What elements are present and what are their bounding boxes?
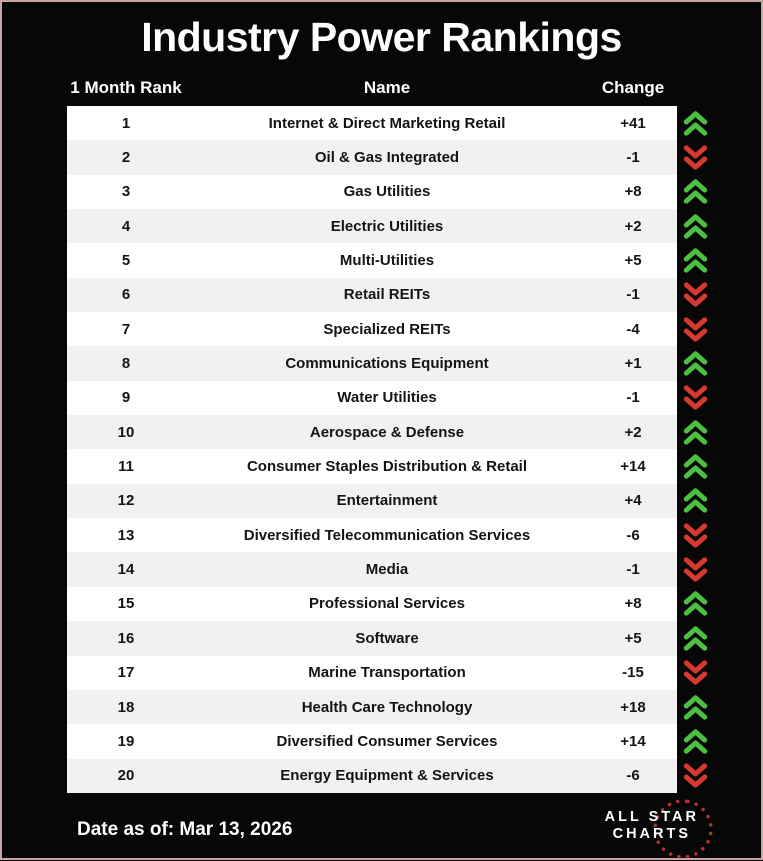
change-direction-indicator bbox=[677, 690, 713, 724]
rank-cell: 1 bbox=[121, 114, 131, 132]
page-title: Industry Power Rankings bbox=[141, 14, 622, 60]
change-cell: +14 bbox=[620, 458, 646, 476]
table-row-band bbox=[67, 346, 677, 380]
logo-text bbox=[605, 809, 699, 843]
rank-cell: 14 bbox=[117, 561, 135, 579]
table-row-band bbox=[67, 415, 677, 449]
change-direction-indicator bbox=[677, 518, 713, 552]
change-direction-indicator bbox=[677, 759, 713, 793]
logo-line-2: CHARTS bbox=[612, 825, 692, 842]
name-cell: Media bbox=[365, 561, 409, 579]
rank-cell: 6 bbox=[121, 286, 131, 304]
rank-cell: 17 bbox=[117, 664, 135, 682]
up-chevron-icon bbox=[682, 212, 709, 241]
change-direction-indicator bbox=[677, 278, 713, 312]
change-direction-indicator bbox=[677, 140, 713, 174]
down-chevron-icon bbox=[682, 315, 709, 344]
rank-cell: 11 bbox=[118, 458, 134, 476]
name-cell: Entertainment bbox=[336, 492, 438, 510]
table-row bbox=[67, 724, 761, 758]
table-row-band bbox=[67, 484, 677, 518]
change-cell: -1 bbox=[626, 149, 640, 167]
table-row-band bbox=[67, 621, 677, 655]
footer bbox=[2, 802, 761, 858]
up-chevron-icon bbox=[682, 109, 709, 138]
table-row-band bbox=[67, 759, 677, 793]
change-direction-indicator bbox=[677, 621, 713, 655]
up-chevron-icon bbox=[682, 589, 709, 618]
change-cell: +4 bbox=[624, 492, 642, 510]
change-direction-indicator bbox=[677, 175, 713, 209]
table-row bbox=[67, 621, 761, 655]
table-row-band bbox=[67, 724, 677, 758]
change-cell: -1 bbox=[626, 286, 640, 304]
column-header-change: Change bbox=[601, 78, 665, 97]
change-cell: +2 bbox=[624, 423, 642, 441]
name-cell: Oil & Gas Integrated bbox=[314, 149, 460, 167]
table-row-band bbox=[67, 175, 677, 209]
rank-cell: 7 bbox=[121, 320, 131, 338]
table-row bbox=[67, 415, 761, 449]
name-cell: Energy Equipment & Services bbox=[280, 767, 494, 785]
rank-cell: 20 bbox=[117, 767, 135, 785]
up-chevron-icon bbox=[682, 727, 709, 756]
change-cell: +41 bbox=[620, 114, 646, 132]
rank-cell: 4 bbox=[121, 217, 131, 235]
table-row bbox=[67, 175, 761, 209]
down-chevron-icon bbox=[682, 280, 709, 309]
rank-cell: 16 bbox=[117, 629, 135, 647]
name-cell: Multi-Utilities bbox=[339, 252, 435, 270]
change-direction-indicator bbox=[677, 552, 713, 586]
table-row bbox=[67, 243, 761, 277]
table-row-band bbox=[67, 587, 677, 621]
table-row-band bbox=[67, 518, 677, 552]
table-row bbox=[67, 690, 761, 724]
table-row bbox=[67, 209, 761, 243]
name-cell: Diversified Telecommunication Services bbox=[243, 526, 531, 544]
table-row bbox=[67, 518, 761, 552]
column-header-name: Name bbox=[363, 78, 411, 97]
up-chevron-icon bbox=[682, 418, 709, 447]
allstarcharts-logo bbox=[573, 800, 703, 860]
table-row-band bbox=[67, 209, 677, 243]
name-cell: Diversified Consumer Services bbox=[276, 732, 498, 750]
name-cell: Professional Services bbox=[309, 595, 465, 613]
table-row bbox=[67, 278, 761, 312]
table-row-band bbox=[67, 278, 677, 312]
change-direction-indicator bbox=[677, 449, 713, 483]
name-cell: Electric Utilities bbox=[330, 217, 444, 235]
table-row-band bbox=[67, 552, 677, 586]
rank-cell: 2 bbox=[121, 149, 131, 167]
name-cell: Marine Transportation bbox=[308, 664, 466, 682]
up-chevron-icon bbox=[682, 693, 709, 722]
logo-line-1: ALL STAR bbox=[604, 808, 699, 825]
name-cell: Communications Equipment bbox=[285, 355, 489, 373]
table-row bbox=[67, 106, 761, 140]
table-row-band bbox=[67, 106, 677, 140]
down-chevron-icon bbox=[682, 658, 709, 687]
change-direction-indicator bbox=[677, 243, 713, 277]
table-row bbox=[67, 484, 761, 518]
name-cell: Specialized REITs bbox=[323, 320, 451, 338]
change-direction-indicator bbox=[677, 346, 713, 380]
name-cell: Gas Utilities bbox=[343, 183, 431, 201]
table-row bbox=[67, 312, 761, 346]
table-row bbox=[67, 587, 761, 621]
change-cell: +8 bbox=[624, 183, 642, 201]
table-row bbox=[67, 552, 761, 586]
rank-cell: 18 bbox=[117, 698, 135, 716]
rank-cell: 12 bbox=[117, 492, 135, 510]
change-cell: +5 bbox=[624, 629, 642, 647]
down-chevron-icon bbox=[682, 143, 709, 172]
table-row-band bbox=[67, 656, 677, 690]
table-row bbox=[67, 656, 761, 690]
table-row bbox=[67, 381, 761, 415]
change-cell: -4 bbox=[626, 320, 640, 338]
column-header-rank: 1 Month Rank bbox=[70, 78, 182, 97]
table-row bbox=[67, 140, 761, 174]
change-cell: +8 bbox=[624, 595, 642, 613]
up-chevron-icon bbox=[682, 486, 709, 515]
change-cell: +2 bbox=[624, 217, 642, 235]
change-cell: -15 bbox=[622, 664, 644, 682]
table-row-band bbox=[67, 449, 677, 483]
rank-cell: 8 bbox=[121, 355, 131, 373]
rank-cell: 10 bbox=[117, 423, 135, 441]
table-row-band bbox=[67, 243, 677, 277]
change-cell: -6 bbox=[626, 767, 640, 785]
table-row bbox=[67, 346, 761, 380]
rank-cell: 3 bbox=[121, 183, 131, 201]
change-direction-indicator bbox=[677, 724, 713, 758]
table-row-band bbox=[67, 690, 677, 724]
table-row-band bbox=[67, 381, 677, 415]
change-cell: -1 bbox=[626, 389, 640, 407]
change-direction-indicator bbox=[677, 209, 713, 243]
table-row-band bbox=[67, 140, 677, 174]
name-cell: Retail REITs bbox=[343, 286, 431, 304]
table-row bbox=[67, 759, 761, 793]
down-chevron-icon bbox=[682, 555, 709, 584]
change-cell: -6 bbox=[626, 526, 640, 544]
rank-cell: 19 bbox=[117, 732, 135, 750]
up-chevron-icon bbox=[682, 452, 709, 481]
table-row bbox=[67, 449, 761, 483]
change-direction-indicator bbox=[677, 656, 713, 690]
rank-cell: 15 bbox=[117, 595, 135, 613]
change-cell: +1 bbox=[624, 355, 642, 373]
up-chevron-icon bbox=[682, 624, 709, 653]
down-chevron-icon bbox=[682, 761, 709, 790]
rankings-table-body bbox=[67, 106, 761, 793]
name-cell: Consumer Staples Distribution & Retail bbox=[246, 458, 528, 476]
up-chevron-icon bbox=[682, 349, 709, 378]
rank-cell: 9 bbox=[121, 389, 131, 407]
down-chevron-icon bbox=[682, 521, 709, 550]
name-cell: Health Care Technology bbox=[301, 698, 473, 716]
up-chevron-icon bbox=[682, 177, 709, 206]
change-direction-indicator bbox=[677, 381, 713, 415]
change-cell: +18 bbox=[620, 698, 646, 716]
name-cell: Water Utilities bbox=[337, 389, 437, 407]
name-cell: Internet & Direct Marketing Retail bbox=[268, 114, 506, 132]
rank-cell: 5 bbox=[121, 252, 131, 270]
change-direction-indicator bbox=[677, 312, 713, 346]
change-direction-indicator bbox=[677, 484, 713, 518]
change-cell: +5 bbox=[624, 252, 642, 270]
change-direction-indicator bbox=[677, 587, 713, 621]
name-cell: Aerospace & Defense bbox=[309, 423, 465, 441]
name-cell: Software bbox=[355, 629, 419, 647]
table-row-band bbox=[67, 312, 677, 346]
change-cell: +14 bbox=[620, 732, 646, 750]
change-cell: -1 bbox=[626, 561, 640, 579]
up-chevron-icon bbox=[682, 246, 709, 275]
date-label: Date as of: Mar 13, 2026 bbox=[77, 818, 293, 840]
change-direction-indicator bbox=[677, 415, 713, 449]
down-chevron-icon bbox=[682, 383, 709, 412]
table-header bbox=[67, 78, 677, 98]
change-direction-indicator bbox=[677, 106, 713, 140]
rank-cell: 13 bbox=[117, 526, 135, 544]
